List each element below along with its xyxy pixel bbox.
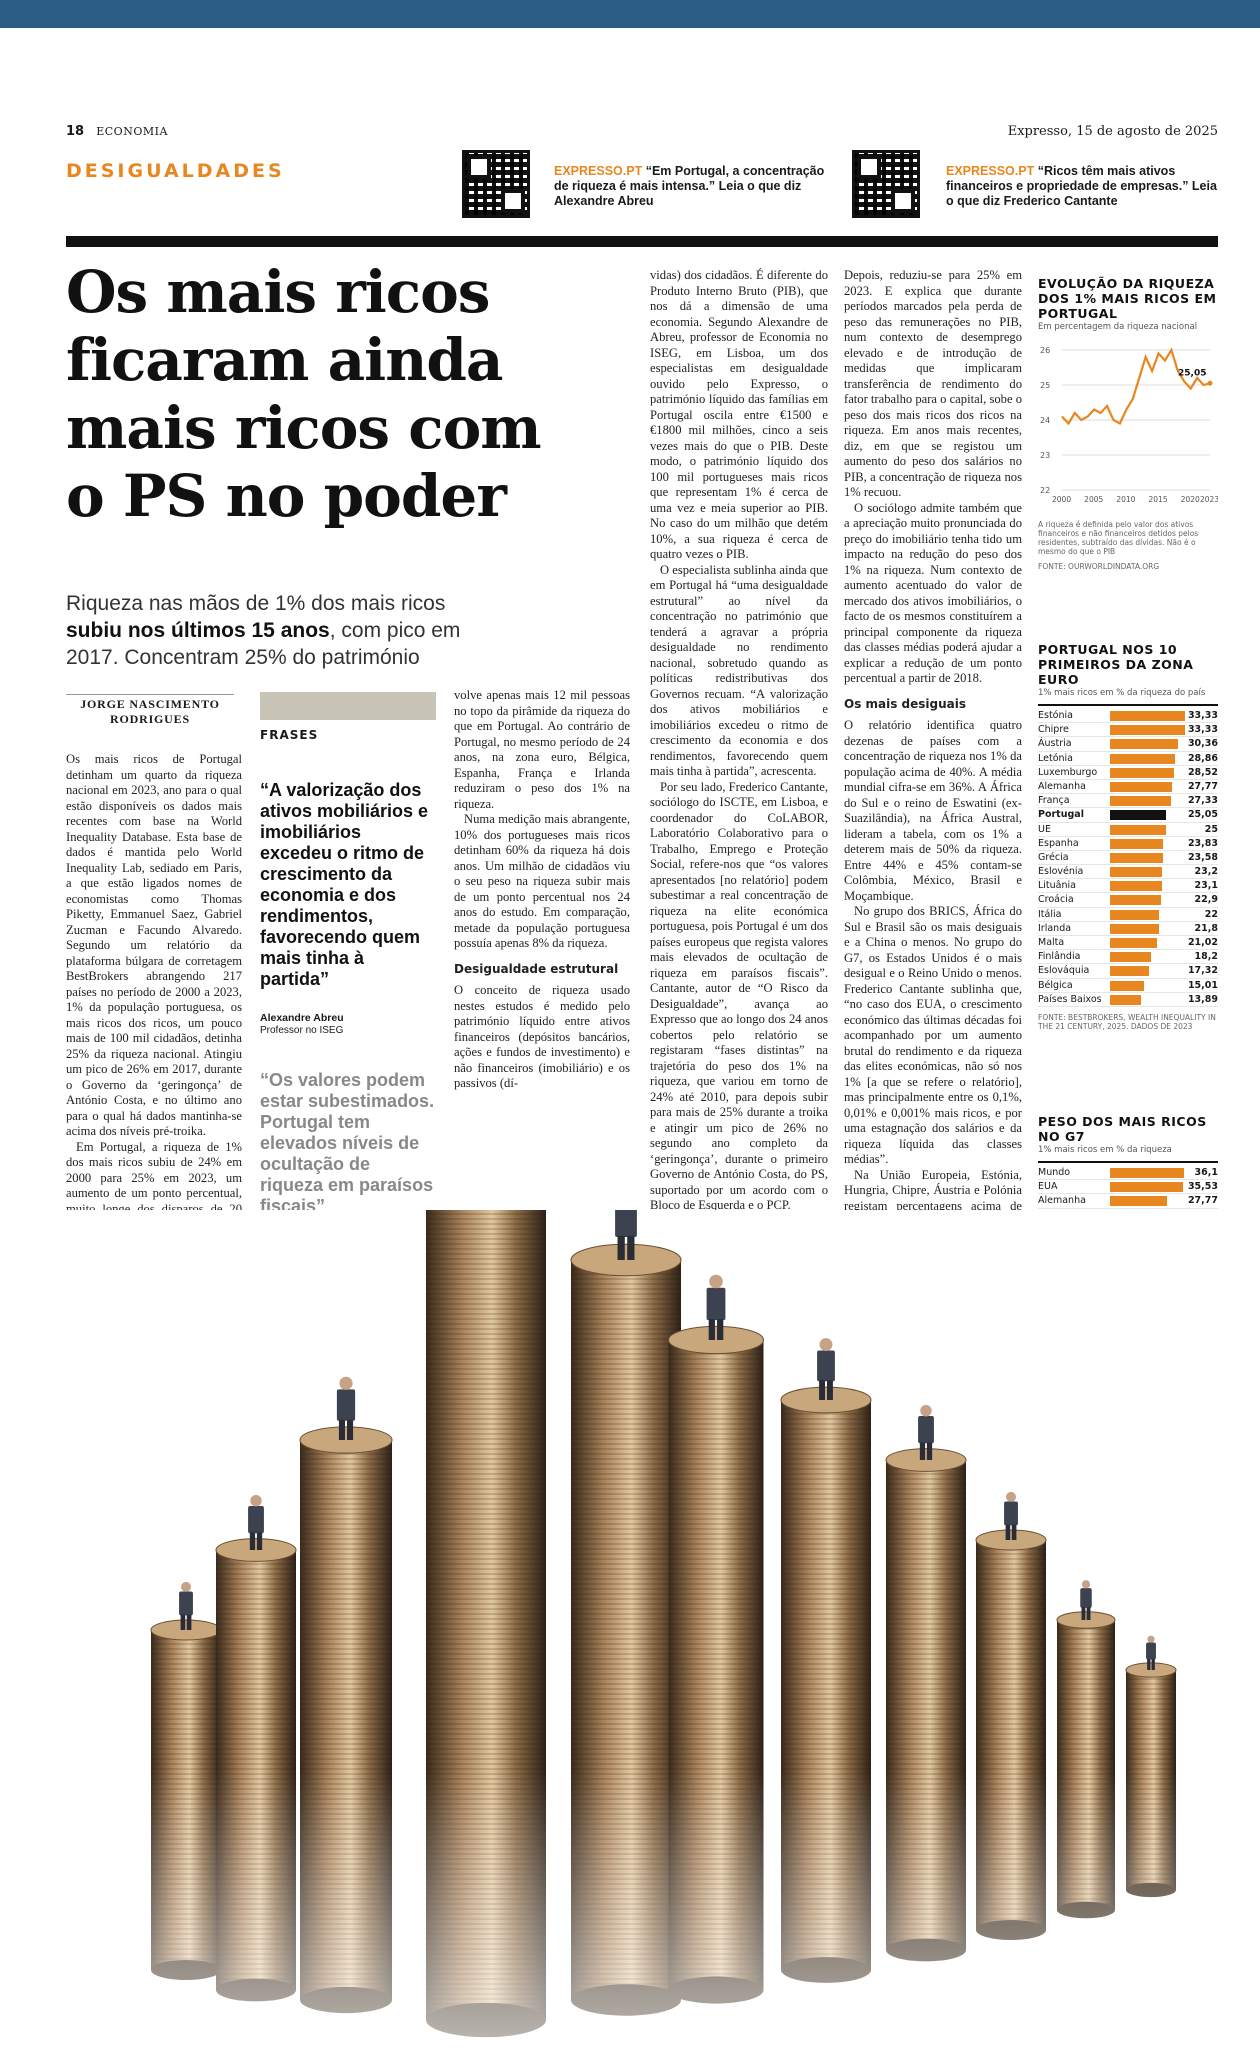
bar-value: 33,33 bbox=[1187, 710, 1218, 721]
page-folio bbox=[66, 124, 1218, 144]
bar-label: Japão bbox=[1038, 1223, 1065, 1235]
bar-label: Países Baixos bbox=[1038, 993, 1102, 1005]
coin-stacks-photo bbox=[66, 1210, 1226, 2040]
photo-fog bbox=[66, 1770, 1226, 2040]
line-chart-svg bbox=[1038, 340, 1218, 510]
bar-label: Canadá bbox=[1038, 1237, 1075, 1249]
bar-value: 28,52 bbox=[1187, 766, 1218, 778]
bar-row bbox=[1038, 964, 1218, 978]
chart-source: FONTE: OURWORLDINDATA.ORG bbox=[1038, 562, 1160, 571]
chart-source: FONTE: BESTBROKERS, WEALTH INEQUALITY IN THE 21 CENTURY, AGOSTO 2025 bbox=[1038, 1285, 1216, 1304]
bar-value: 44,38 bbox=[1187, 1417, 1218, 1429]
paragraph: Em Portugal, a riqueza de 1% dos mais ricos subiu de 24% em 2000 para 25% em 2023, um aumento de um ponto percentual, muito longe dos disparos de 20 pontos percentuais em Chipre e mais de 11 pontos percentuais na Eslovénia, ou perto de 9 pontos percentuais na Grécia. O peso dos mais ricos dos ricos em Portugal está em oitavo lugar nos membros da zona euro, acima de Espanha ou da Grécia e na média da União Europeia. Está 10 pontos percentuais acima da concentração de riqueza na Bélgica, que envolve apenas mais 12 mil pessoas no topo da pirâmide da riqueza do que em Portugal. bbox=[66, 1139, 242, 1433]
section-name: ECONOMIA bbox=[96, 125, 168, 138]
bar-label: Letónia bbox=[1038, 752, 1073, 764]
bar bbox=[1110, 768, 1174, 778]
bar-value: 35,53 bbox=[1187, 1181, 1218, 1193]
bar bbox=[1110, 867, 1162, 877]
bar-label: Eslováquia bbox=[1038, 965, 1090, 977]
bar bbox=[1110, 910, 1159, 920]
frases-label: FRASES bbox=[260, 728, 319, 742]
bar-row bbox=[1038, 752, 1218, 766]
bar-value: 24,82 bbox=[1187, 1223, 1218, 1235]
bar-label: Finlândia bbox=[1038, 951, 1081, 963]
bar-label: Eslovénia bbox=[1038, 866, 1084, 878]
paragraph: Os mais ricos de Portugal detinham um quarto da riqueza nacional em 2023, ano para o qual estão disponíveis os dados mais recentes com base na World Inequality Database. Esta base de dados é mantida pelo World Inequality Lab, sediado em Paris, a que estão ligados nomes de economistas como Thomas Piketty, Emmanuel Saez, Gabriel Zucman e Facundo Alvaredo. Segundo um relatório da plataforma búlgara de corretagem BestBrokers abrangendo 217 países no período de 2000 a 2023, 1% da população portuguesa, os mais ricos dos ricos, um pouco mais de 100 mil cidadãos, detinha 25% da riqueza nacional. Atingiu um pico de 26% em 2017, durante o Governo da ‘geringonça’ de António Costa, e no último ano para o qual há dados mantinha-se acima dos níveis pré-troika. bbox=[66, 752, 242, 1138]
bar-row bbox=[1038, 837, 1218, 851]
body-column-3 bbox=[650, 268, 828, 1214]
bar-label: Índia bbox=[1038, 1445, 1062, 1457]
standfirst-bold: subiu nos últimos 15 anos bbox=[66, 619, 330, 642]
chart-title: PESO DOS MAIS RICOS NO G7 bbox=[1038, 1114, 1207, 1144]
bar bbox=[1110, 895, 1161, 905]
bar-row bbox=[1038, 1194, 1218, 1208]
bar-row bbox=[1038, 780, 1218, 794]
x-tick-label: 2010 bbox=[1116, 495, 1136, 504]
paragraph: volve apenas mais 12 mil pessoas no topo da pirâmide da riqueza do que em Portugal. Ao contrário de Portugal, no mesmo período de 24 anos, na zona euro, Bélgica, Espanha, França e Irlanda reduziram o peso dos 1% na riqueza. bbox=[454, 688, 630, 811]
y-tick-label: 26 bbox=[1040, 346, 1051, 355]
bar-label: Portugal bbox=[1038, 809, 1084, 821]
bar-value: 15,01 bbox=[1187, 979, 1218, 991]
bar-row bbox=[1038, 851, 1218, 865]
data-point bbox=[1208, 381, 1213, 386]
bar-label: Chipre bbox=[1038, 724, 1069, 736]
bar-row bbox=[1038, 936, 1218, 950]
bar-row bbox=[1038, 808, 1218, 822]
quote-author: Frederico Cantante bbox=[260, 1224, 356, 1236]
bar-label: Alemanha bbox=[1038, 1195, 1086, 1207]
bar bbox=[1110, 966, 1149, 976]
bar bbox=[1110, 924, 1159, 934]
bar bbox=[1110, 739, 1178, 749]
chart-bar-eurozone bbox=[1038, 642, 1218, 1031]
bar-row bbox=[1038, 723, 1218, 737]
bar-label: China bbox=[1038, 1459, 1066, 1471]
bar bbox=[1110, 1182, 1183, 1192]
bar-value: 33,33 bbox=[1187, 724, 1218, 736]
bar bbox=[1110, 1196, 1167, 1206]
promo-source: EXPRESSO.PT bbox=[554, 164, 643, 178]
standfirst-text: Riqueza nas mãos de 1% dos mais ricos bbox=[66, 592, 446, 615]
bar-label: Croácia bbox=[1038, 894, 1074, 906]
bar-value: 27,3 bbox=[1194, 1209, 1218, 1221]
y-tick-label: 24 bbox=[1040, 416, 1051, 425]
y-tick-label: 25 bbox=[1040, 381, 1051, 390]
paragraph: Por seu lado, Frederico Cantante, sociólogo do ISCTE, em Lisboa, e coordenador do CoLABOR, Laboratório Colaborativo para o Trabalho, Emprego e Proteção Social, refere-nos que “os valores apresentados [no relatório] podem subestimar a real concentração de riqueza na elite económica portuguesa, pois Portugal é um dos países europeus que regista valores mais elevados de ocultação de riqueza em paraísos fiscais”. Cantante, autor de “O Risco da Desigualdade”, avança ao Expresso que ao longo dos 24 anos cobertos pelo relatório se registaram “fases distintas” na trajetória do peso dos 1% na riqueza, que variou em torno de 24% até 2010, para depois subir para mais de 25% durante a troika e atingir um pico de 26% no segundo ano completo da ‘geringonça’, durante o primeiro Governo de António Costa, do PS, suportado por um acordo com o Bloco de Esquerda e o PCP. bbox=[650, 779, 828, 1212]
bar-row bbox=[1038, 737, 1218, 751]
bar-label: Irlanda bbox=[1038, 922, 1072, 934]
bar-value: 36,1 bbox=[1194, 1167, 1218, 1178]
bar bbox=[1110, 853, 1163, 863]
bar-label: Malta bbox=[1038, 937, 1065, 948]
paragraph: O sociólogo admite também que a apreciação muito pronunciada do preço do imobiliário tenha tido um impacto na redução do peso dos 1% na riqueza. Num contexto de aumento acentuado do valor de mercado dos ativos imobiliários, o facto de os mesmos constituírem a principal componente da riqueza das classes médias poderá ajudar a explicar a redução de um ponto percentual a partir de 2018. bbox=[844, 500, 1022, 685]
bar-label: UE bbox=[1038, 823, 1051, 835]
bar-label: Áustria bbox=[1038, 738, 1072, 750]
series-line bbox=[1062, 350, 1210, 424]
bar-value: 34,08 bbox=[1187, 1445, 1218, 1457]
standfirst-text: , com pico em 2017. Concentram 25% do património bbox=[66, 619, 461, 669]
bar bbox=[1110, 995, 1141, 1005]
bar-value: 27,77 bbox=[1187, 780, 1218, 792]
bar bbox=[1110, 952, 1151, 962]
bar-value: 25 bbox=[1204, 823, 1218, 835]
chart-title: PORTUGAL NOS 10 PRIMEIROS DA ZONA EURO bbox=[1038, 642, 1194, 687]
chart-title: PESO DOS MAIS RICOS NOS BRICS bbox=[1038, 1350, 1207, 1380]
bar-value: 21,28 bbox=[1187, 1266, 1218, 1278]
bar-label: Itália bbox=[1038, 908, 1062, 920]
issue-date: Expresso, 15 de agosto de 2025 bbox=[1007, 124, 1218, 139]
quote-role: Coordenador do CoLABOR bbox=[260, 1237, 382, 1248]
bar-value: 23,83 bbox=[1187, 837, 1218, 849]
bar-value: 30,35 bbox=[1187, 1459, 1218, 1471]
bar-row bbox=[1038, 865, 1218, 879]
bar-label: Itália bbox=[1038, 1252, 1062, 1264]
paragraph: O relatório identifica quatro dezenas de países com a concentração de riqueza nos 1% da população acima de 40%. A média mundial cifra-se em 36%. A África do Sul e o reino de Eswatini (ex-Suazilândia), na África Austral, lideram a tabela, com os 1% a deterem mais de 50% da riqueza. Entre 44% e 45% contam-se Colômbia, México, Brasil e Moçambique. bbox=[844, 718, 1022, 903]
bar-label: EUA bbox=[1038, 1181, 1058, 1193]
bar bbox=[1110, 810, 1166, 820]
bar bbox=[1110, 981, 1144, 991]
bar-label: Rússia bbox=[1038, 1431, 1069, 1443]
quote-attribution-1 bbox=[260, 1012, 344, 1037]
frases-header-bar bbox=[260, 692, 436, 720]
bar-value: 25,05 bbox=[1187, 809, 1218, 821]
subheading: Desigualdade estrutural bbox=[454, 961, 619, 976]
bar-row bbox=[1038, 879, 1218, 893]
bar bbox=[1110, 839, 1163, 849]
qr-code-icon[interactable] bbox=[852, 150, 920, 218]
bar-row bbox=[1038, 979, 1218, 993]
bar-row bbox=[1038, 794, 1218, 808]
bar-value: 17,32 bbox=[1187, 965, 1218, 977]
page-number: 18 bbox=[66, 124, 85, 139]
x-tick-label: 2020 bbox=[1180, 495, 1200, 504]
promo-source: EXPRESSO.PT bbox=[946, 164, 1035, 178]
bar-value: 27,33 bbox=[1187, 795, 1218, 807]
promo-link-1[interactable] bbox=[554, 164, 834, 209]
x-tick-label: 2015 bbox=[1148, 495, 1168, 504]
byline: JORGE NASCIMENTO RODRIGUES bbox=[66, 694, 234, 727]
bar-label: Brasil bbox=[1038, 1417, 1065, 1429]
bar-row bbox=[1038, 823, 1218, 837]
bar-label: França bbox=[1038, 795, 1070, 807]
x-tick-label: 2005 bbox=[1084, 495, 1104, 504]
bar-label: Espanha bbox=[1038, 837, 1079, 849]
bar bbox=[1110, 881, 1162, 891]
data-label: 25,05 bbox=[1178, 368, 1207, 379]
y-tick-label: 22 bbox=[1040, 486, 1051, 495]
x-tick-label: 2000 bbox=[1052, 495, 1072, 504]
bar-row bbox=[1038, 893, 1218, 907]
qr-code-icon[interactable] bbox=[462, 150, 530, 218]
bar-value: 55,32 bbox=[1187, 1403, 1218, 1414]
quote-author: Alexandre Abreu bbox=[260, 1012, 344, 1024]
bar-value: 22 bbox=[1204, 908, 1218, 920]
bar-value: 30,36 bbox=[1187, 738, 1218, 750]
bar-label: África do S. bbox=[1038, 1403, 1093, 1414]
body-column-2 bbox=[454, 688, 630, 1092]
bar-value: 22,06 bbox=[1187, 1252, 1218, 1264]
bar-label: Bélgica bbox=[1038, 979, 1073, 991]
bar-value: 21,8 bbox=[1194, 922, 1218, 934]
app-top-bar bbox=[0, 0, 1260, 28]
header-rule bbox=[66, 236, 1218, 247]
bar-row bbox=[1038, 950, 1218, 964]
promo-link-2[interactable] bbox=[946, 164, 1218, 209]
bar-value: 21,02 bbox=[1187, 937, 1218, 948]
bar-label: Mundo bbox=[1038, 1167, 1071, 1178]
bar-row bbox=[1038, 709, 1218, 723]
bar bbox=[1110, 796, 1171, 806]
bar-row bbox=[1038, 922, 1218, 936]
bar bbox=[1110, 825, 1166, 835]
bar-label: França bbox=[1038, 1209, 1070, 1221]
bar-row bbox=[1038, 908, 1218, 922]
body-column-4 bbox=[844, 268, 1022, 1276]
headline: Os mais ricos ficaram ainda mais ricos com o PS no poder bbox=[66, 258, 541, 530]
bar-row bbox=[1038, 993, 1218, 1007]
bar-label: Luxemburgo bbox=[1038, 766, 1098, 778]
paragraph: Na União Europeia, Estónia, Hungria, Chipre, Áustria e Polónia registam percentagens acima de 30% de riqueza nas mãos dos 1%. Os menos desiguais em termos de concentração de riqueza no topo são os Países Baixos e a Bélgica. bbox=[844, 1167, 1022, 1275]
chart-source: FONTE: BESTBROKERS, WEALTH INEQUALITY IN THE 21 CENTURY, 2025. DADOS DE 2023 bbox=[1038, 1012, 1216, 1031]
bar-label: Lituânia bbox=[1038, 880, 1076, 892]
bar-value: 13,89 bbox=[1187, 993, 1218, 1005]
bar-label: Reino Unido bbox=[1038, 1266, 1095, 1278]
subheading: Os mais desiguais bbox=[844, 696, 967, 711]
promo-text: “Ricos têm mais ativos financeiros e propriedade de empresas.” Leia o que diz Frederico Cantante bbox=[946, 164, 1217, 208]
standfirst bbox=[66, 590, 506, 671]
bar-value: 27,77 bbox=[1187, 1195, 1218, 1207]
chart-subtitle: 1% mais ricos em % da riqueza bbox=[1038, 1145, 1172, 1155]
bar bbox=[1110, 1168, 1184, 1178]
bar-value: 24,34 bbox=[1187, 1237, 1218, 1249]
bar-value: 23,2 bbox=[1194, 866, 1218, 878]
bar bbox=[1110, 725, 1185, 735]
paragraph: No grupo dos BRICS, África do Sul e Brasil são os mais desiguais e a China o menos. No grupo do G7, os Estados Unidos é o mais desigual e o Reino Unido o menos. Frederico Cantante sublinha que, “no caso dos EUA, o crescimento económico das últimas décadas foi acompanhado por um aumento brutal do rendimento e da riqueza das elites económicas, não só nos 1% [a que se refere o relatório], mas principalmente entre os 0,1%, 0,01% e 0,001% mais ricos, e por uma estagnação dos salários e da riqueza líquida das classes médias”. bbox=[844, 904, 1022, 1166]
chart-source: FONTE: BESTBROKERS, WEALTH INEQUALITY IN THE 21 CENTURY, AGOSTO 2025 bbox=[1038, 1478, 1216, 1497]
pull-quote-1: “A valorização dos ativos mobiliários e imobiliários excedeu o ritmo de crescimento da economia e dos rendimentos, favorecendo quem mais tinha à partida” bbox=[260, 780, 429, 989]
pull-quote-2: “Os valores podem estar subestimados. Portugal tem elevados níveis de ocultação de riqueza em paraísos fiscais” bbox=[260, 1070, 435, 1216]
bar-value: 23,1 bbox=[1194, 880, 1218, 892]
bar-row bbox=[1038, 1166, 1218, 1180]
chart-note: A riqueza é definida pelo valor dos ativos financeiros e não financeiros detidos pelos residentes, subtraído das dívidas. Não é o mesmo do que o PIB bbox=[1038, 520, 1199, 556]
bar-row bbox=[1038, 1180, 1218, 1194]
chart-subtitle: % mais ricos em % da riqueza bbox=[1038, 1381, 1167, 1391]
promo-text: “Em Portugal, a concentração de riqueza é mais intensa.” Leia o que diz Alexandre Abreu bbox=[554, 164, 825, 208]
bar bbox=[1110, 711, 1185, 721]
bar-label: Estónia bbox=[1038, 710, 1073, 721]
chart-subtitle: Em percentagem da riqueza nacional bbox=[1038, 322, 1198, 332]
x-tick-label: 2023 bbox=[1200, 495, 1218, 504]
bar bbox=[1110, 754, 1175, 764]
bar bbox=[1110, 938, 1157, 948]
chart-subtitle: 1% mais ricos em % da riqueza do país bbox=[1038, 688, 1206, 698]
bar-value: 18,2 bbox=[1194, 951, 1218, 963]
bar-label: Alemanha bbox=[1038, 780, 1086, 792]
bar-value: 22,9 bbox=[1194, 894, 1218, 906]
bar-value: 23,58 bbox=[1187, 851, 1218, 863]
quote-role: Professor no ISEG bbox=[260, 1025, 344, 1036]
paragraph: Depois, reduziu-se para 25% em 2023. E explica que durante períodos marcados pela perda de peso das remunerações no PIB, num contexto de desemprego elevado e de introdução de medidas que implicaram transferência de rendimento do fator trabalho para o capital, sobe o peso dos mais ricos dos ricos na riqueza. Em anos mais recentes, diz, em que se registou um aumento do peso dos salários no PIB, a concentração de riqueza nos 1% recuou. bbox=[844, 268, 1022, 499]
bar-label: Grécia bbox=[1038, 851, 1069, 863]
bar-list bbox=[1038, 704, 1218, 1007]
chart-line-portugal bbox=[1038, 276, 1218, 571]
bar-value: 35,02 bbox=[1187, 1431, 1218, 1443]
paragraph: vidas) dos cidadãos. É diferente do Produto Interno Bruto (PIB), que nos dá a dimensão de uma economia. Segundo Alexandre de Abreu, professor de Economia no ISEG, em Lisboa, um dos especialistas em desigualdade ouvido pelo Expresso, o património líquido das famílias em Portugal oscila entre €1500 e €1800 mil milhões, cinco a seis vezes mais do que o PIB. Deste modo, o património líquido dos 100 mil portugueses mais ricos que representam 1% é cerca de uma vez e meia superior ao PIB. No caso do um milhão que detém 10%, a sua riqueza é cerca de quatro vezes o PIB. bbox=[650, 268, 828, 561]
paragraph: O especialista sublinha ainda que em Portugal há “uma desigualdade estrutural” ao nível da concentração no património que tenderá a agravar a própria desigualdade no rendimento nacional, sobretudo quando as políticas redistributivas dos Governos recuam. “A valorização dos ativos mobiliários e imobiliários excedeu o ritmo de crescimento da economia e dos rendimentos, favorecendo quem mais tinha à partida”, acrescenta. bbox=[650, 562, 828, 778]
bar bbox=[1110, 782, 1172, 792]
chart-title: EVOLUÇÃO DA RIQUEZA DOS 1% MAIS RICOS EM PORTUGAL bbox=[1038, 276, 1217, 321]
paragraph: O conceito de riqueza usado nestes estudos é medido pelo património líquido entre ativos financeiros (depósitos bancários, ações e fundos de investimento) e não financeiros (imobiliário) e os passivos (dí- bbox=[454, 983, 630, 1090]
bar-value: 28,86 bbox=[1187, 752, 1218, 764]
section-rubric: DESIGUALDADES bbox=[66, 160, 285, 182]
paragraph: Numa medição mais abrangente, 10% dos portugueses mais ricos detinham 60% da riqueza há dois anos. Um milhão de cidadãos viu o seu peso na riqueza subir mais de um ponto percentual nos 24 anos do estudo. Em comparação, metade da população portuguesa possuía apenas 8% da riqueza. bbox=[454, 812, 630, 950]
y-tick-label: 23 bbox=[1040, 451, 1051, 460]
bar-row bbox=[1038, 766, 1218, 780]
